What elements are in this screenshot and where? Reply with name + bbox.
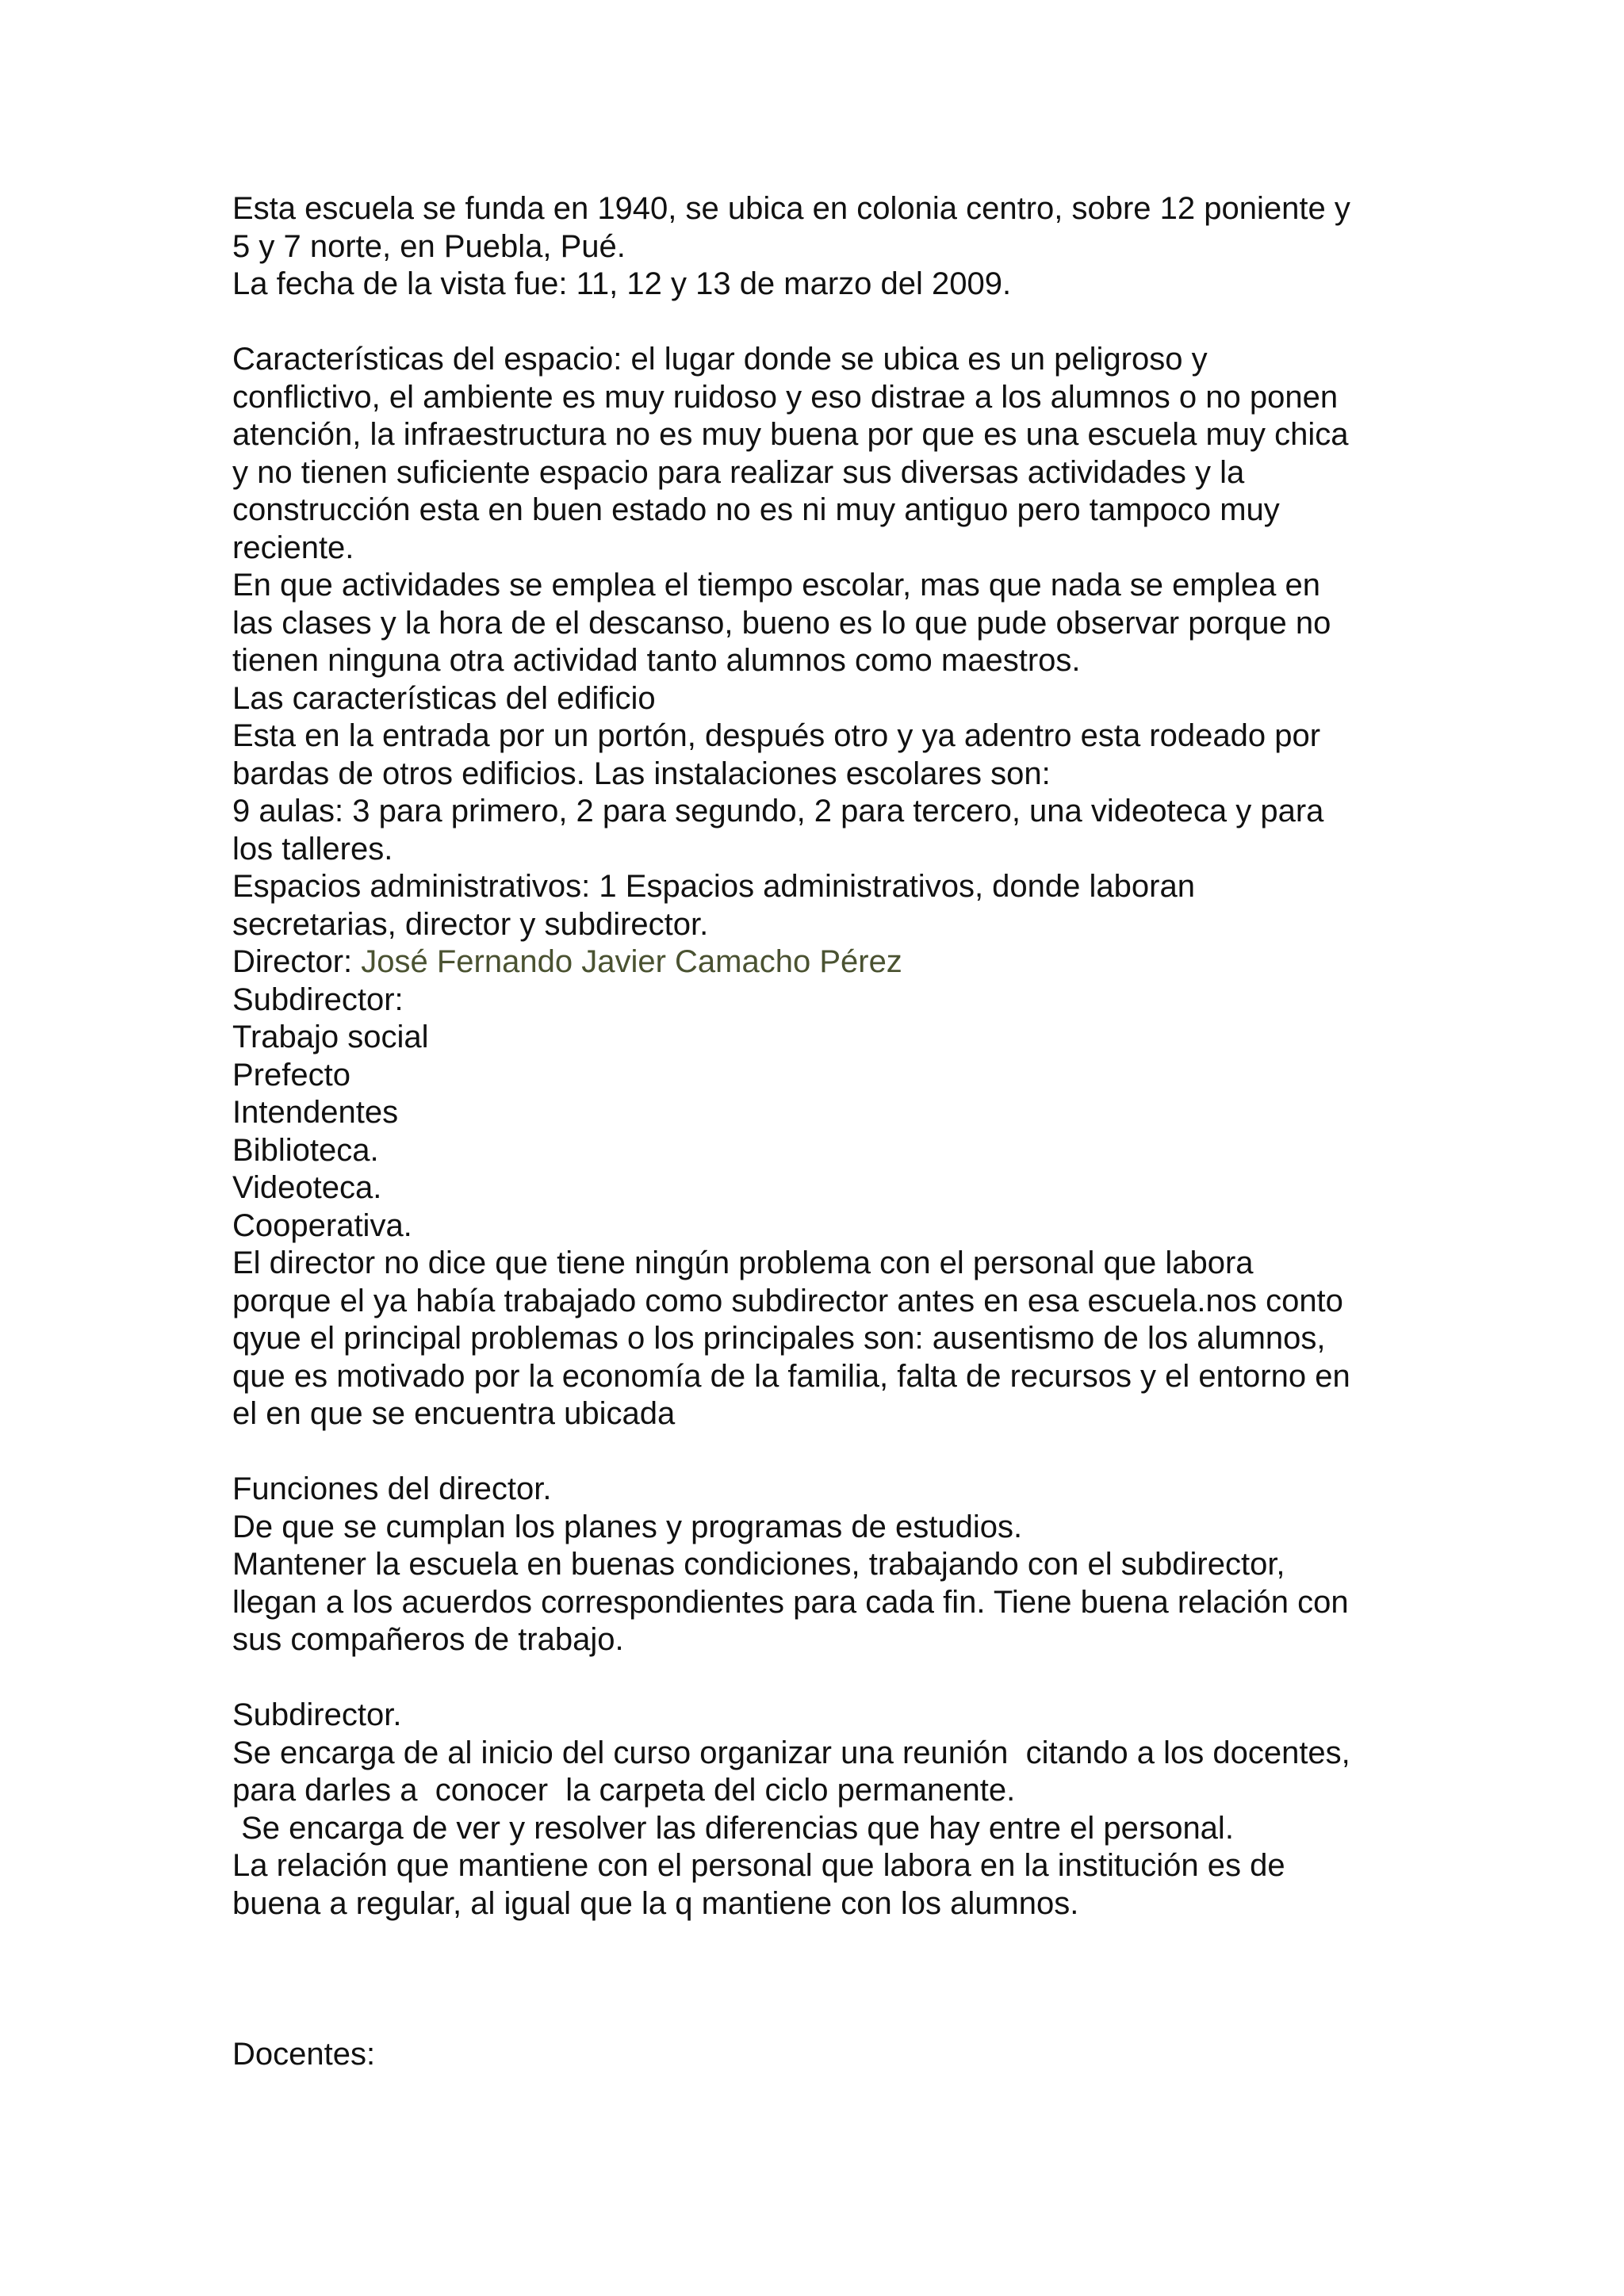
text-line: Las características del edificio bbox=[232, 680, 656, 716]
paragraph-director-functions bbox=[232, 1471, 1406, 1659]
text-line: conflictivo, el ambiente es muy ruidoso y eso distrae a los alumnos o no ponen bbox=[232, 379, 1339, 415]
director-label: Director: bbox=[232, 944, 362, 979]
text-line: Funciones del director. bbox=[232, 1471, 552, 1506]
text-line: llegan a los acuerdos correspondientes para cada fin. Tiene buena relación con bbox=[232, 1584, 1349, 1620]
text-line: Se encarga de al inicio del curso organizar una reunión citando a los docentes, bbox=[232, 1735, 1350, 1770]
text-line: Videoteca. bbox=[232, 1170, 382, 1205]
text-line: construcción esta en buen estado no es ni muy antiguo pero tampoco muy bbox=[232, 492, 1280, 527]
paragraph-subdirector bbox=[232, 1697, 1406, 1923]
text-line: La fecha de la vista fue: 11, 12 y 13 de marzo del 2009. bbox=[232, 266, 1012, 301]
text-line: Espacios administrativos: 1 Espacios administrativos, donde laboran bbox=[232, 869, 1195, 904]
director-name: José Fernando Javier Camacho Pérez bbox=[361, 944, 902, 979]
text-line: De que se cumplan los planes y programas de estudios. bbox=[232, 1509, 1023, 1544]
text-line: Prefecto bbox=[232, 1057, 350, 1093]
text-line: El director no dice que tiene ningún problema con el personal que labora bbox=[232, 1246, 1254, 1280]
text-line: que es motivado por la economía de la familia, falta de recursos y el entorno en bbox=[232, 1358, 1350, 1394]
text-line: Subdirector. bbox=[232, 1697, 402, 1732]
text-line: En que actividades se emplea el tiempo escolar, mas que nada se emplea en bbox=[232, 568, 1320, 603]
blank-line bbox=[232, 1659, 1406, 1697]
text-line: las clases y la hora de el descanso, bueno es lo que pude observar porque no bbox=[232, 605, 1331, 641]
text-line: porque el ya había trabajado como subdirector antes en esa escuela.nos conto bbox=[232, 1283, 1343, 1318]
text-line: secretarias, director y subdirector. bbox=[232, 906, 709, 942]
paragraph-teachers bbox=[232, 2036, 1406, 2074]
text-line: y no tienen suficiente espacio para realizar sus diversas actividades y la bbox=[232, 454, 1245, 490]
text-line: reciente. bbox=[232, 530, 354, 565]
blank-line bbox=[232, 304, 1406, 342]
text-line: bardas de otros edificios. Las instalaciones escolares son: bbox=[232, 756, 1051, 791]
document-body bbox=[232, 190, 1406, 2073]
text-line: Intendentes bbox=[232, 1095, 399, 1130]
text-line: 5 y 7 norte, en Puebla, Pué. bbox=[232, 228, 626, 264]
text-line: Biblioteca. bbox=[232, 1132, 379, 1168]
text-line: 9 aulas: 3 para primero, 2 para segundo, 2 para tercero, una videoteca y para bbox=[232, 794, 1324, 828]
text-line: los talleres. bbox=[232, 831, 393, 867]
text-line: Docentes: bbox=[232, 2036, 376, 2072]
text-line: Mantener la escuela en buenas condiciones, trabajando con el subdirector, bbox=[232, 1547, 1285, 1582]
text-line: Esta escuela se funda en 1940, se ubica en colonia centro, sobre 12 poniente y bbox=[232, 191, 1350, 226]
blank-lines bbox=[232, 1923, 1406, 2036]
text-line: Se encarga de ver y resolver las diferencias que hay entre el personal. bbox=[232, 1810, 1234, 1846]
text-line: Subdirector: bbox=[232, 982, 404, 1017]
text-line: atención, la infraestructura no es muy buena por que es una escuela muy chica bbox=[232, 417, 1349, 452]
text-line: qyue el principal problemas o los principales son: ausentismo de los alumnos, bbox=[232, 1321, 1326, 1356]
text-line: el en que se encuentra ubicada bbox=[232, 1396, 676, 1431]
text-line: para darles a conocer la carpeta del ciclo permanente. bbox=[232, 1773, 1016, 1808]
blank-line bbox=[232, 1433, 1406, 1471]
text-line: buena a regular, al igual que la q mantiene con los alumnos. bbox=[232, 1885, 1079, 1921]
text-line: La relación que mantiene con el personal que labora en la institución es de bbox=[232, 1848, 1285, 1883]
text-line: Esta en la entrada por un portón, después otro y ya adentro esta rodeado por bbox=[232, 718, 1321, 753]
text-line: tienen ninguna otra actividad tanto alumnos como maestros. bbox=[232, 643, 1081, 678]
text-line: Características del espacio: el lugar donde se ubica es un peligroso y bbox=[232, 342, 1208, 377]
director-line bbox=[232, 943, 1406, 982]
paragraph-space-characteristics bbox=[232, 341, 1406, 982]
paragraph-staff bbox=[232, 982, 1406, 1433]
text-line: Trabajo social bbox=[232, 1020, 429, 1054]
text-line: sus compañeros de trabajo. bbox=[232, 1622, 624, 1657]
text-line: Cooperativa. bbox=[232, 1207, 412, 1243]
paragraph-intro bbox=[232, 190, 1406, 304]
